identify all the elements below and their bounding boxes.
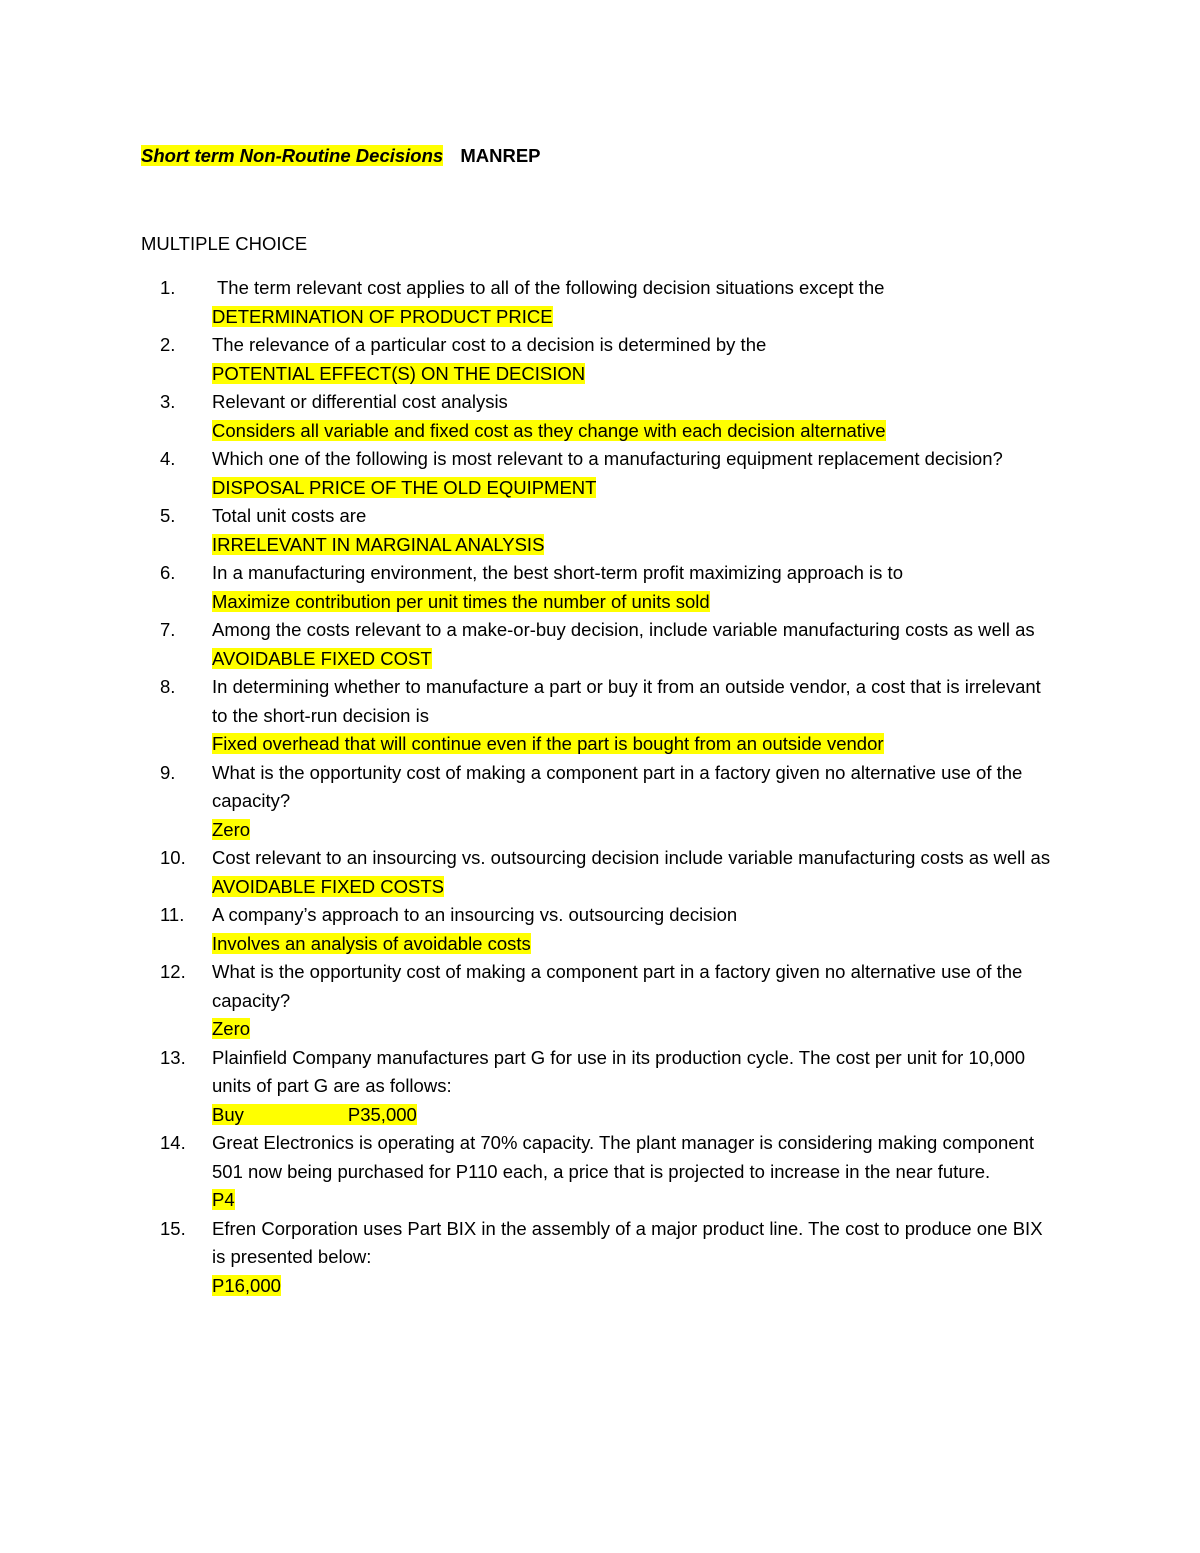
section-heading: MULTIPLE CHOICE — [141, 233, 308, 254]
question-text: A company’s approach to an insourcing vs. outsourcing decision — [212, 904, 738, 925]
answer-text: P4 — [212, 1189, 235, 1210]
answer-text: IRRELEVANT IN MARGINAL ANALYSIS — [212, 533, 545, 555]
question-text: The term relevant cost applies to all of the following decision situations except the — [217, 277, 885, 298]
question-number: 15. — [160, 1217, 186, 1239]
question-item — [0, 388, 1200, 445]
answer-text: P16,000 — [212, 1274, 281, 1296]
question-number: 1. — [160, 277, 176, 298]
question-item — [0, 759, 1200, 845]
answer-text: Maximize contribution per unit times the number of units sold — [212, 590, 710, 612]
question-number: 9. — [160, 761, 176, 783]
question-text: Efren Corporation uses Part BIX in the assembly of a major product line. The cost to produce one BIX is presented below: — [212, 1217, 1043, 1267]
document-title: Short term Non-Routine Decisions — [141, 145, 444, 166]
question-item — [0, 958, 1200, 1044]
answer-text: Considers all variable and fixed cost as they change with each decision alternative — [212, 419, 886, 441]
answer-text: Fixed overhead that will continue even if the part is bought from an outside vendor — [212, 733, 884, 754]
question-item — [0, 1044, 1200, 1130]
question-text: Plainfield Company manufactures part G for use in its production cycle. The cost per unit for 10,000 units of part G are as follows: — [212, 1046, 1026, 1096]
question-item — [0, 502, 1200, 559]
answer-text: P35,000 — [347, 1103, 417, 1125]
question-item — [0, 1215, 1200, 1301]
question-number: 5. — [160, 505, 176, 526]
question-text: Among the costs relevant to a make-or-buy decision, include variable manufacturing costs as well as — [212, 619, 1035, 640]
question-item — [0, 274, 1200, 331]
question-number: 11. — [160, 904, 185, 925]
question-item — [0, 673, 1200, 759]
question-list — [0, 274, 1200, 1300]
question-item — [0, 445, 1200, 502]
document-title-line — [141, 142, 541, 170]
question-text: Great Electronics is operating at 70% capacity. The plant manager is considering making component 501 now being purchased for P110 each, a price that is projected to increase in the near future. — [212, 1132, 1034, 1182]
question-number: 3. — [160, 391, 176, 412]
answer-highlight — [212, 1104, 417, 1125]
answer-text: Zero — [212, 818, 251, 840]
answer-label: Buy — [212, 1103, 244, 1125]
answer-text: POTENTIAL EFFECT(S) ON THE DECISION — [212, 362, 586, 384]
question-number: 13. — [160, 1046, 186, 1068]
question-item — [0, 901, 1200, 958]
question-text: The relevance of a particular cost to a decision is determined by the — [212, 334, 767, 355]
question-number: 14. — [160, 1132, 186, 1153]
question-text: What is the opportunity cost of making a component part in a factory given no alternative use of the capacity? — [212, 761, 1023, 811]
question-number: 8. — [160, 676, 176, 697]
question-item — [0, 844, 1200, 901]
question-number: 7. — [160, 619, 176, 640]
question-text: Total unit costs are — [212, 505, 367, 526]
question-text: Which one of the following is most relevant to a manufacturing equipment replacement decision? — [212, 448, 1003, 469]
question-number: 10. — [160, 847, 186, 868]
question-number: 2. — [160, 334, 176, 355]
question-item — [0, 1129, 1200, 1215]
question-item — [0, 616, 1200, 673]
question-item — [0, 559, 1200, 616]
question-number: 6. — [160, 562, 176, 583]
question-number: 4. — [160, 448, 176, 469]
question-text: In determining whether to manufacture a part or buy it from an outside vendor, a cost that is irrelevant to the short-run decision is — [212, 676, 1041, 726]
answer-text: AVOIDABLE FIXED COST — [212, 647, 432, 669]
answer-text: DISPOSAL PRICE OF THE OLD EQUIPMENT — [212, 476, 597, 498]
answer-text: DETERMINATION OF PRODUCT PRICE — [212, 305, 553, 327]
question-text: In a manufacturing environment, the best short-term profit maximizing approach is to — [212, 562, 903, 583]
question-text: Relevant or differential cost analysis — [212, 391, 508, 412]
question-text: Cost relevant to an insourcing vs. outsourcing decision include variable manufacturing costs as well as — [212, 847, 1051, 868]
answer-text: AVOIDABLE FIXED COSTS — [212, 875, 444, 897]
answer-text: Zero — [212, 1018, 251, 1039]
question-number: 12. — [160, 961, 186, 982]
question-item — [0, 331, 1200, 388]
document-title-code: MANREP — [460, 145, 541, 166]
question-text: What is the opportunity cost of making a component part in a factory given no alternative use of the capacity? — [212, 961, 1023, 1011]
answer-text: Involves an analysis of avoidable costs — [212, 932, 531, 954]
